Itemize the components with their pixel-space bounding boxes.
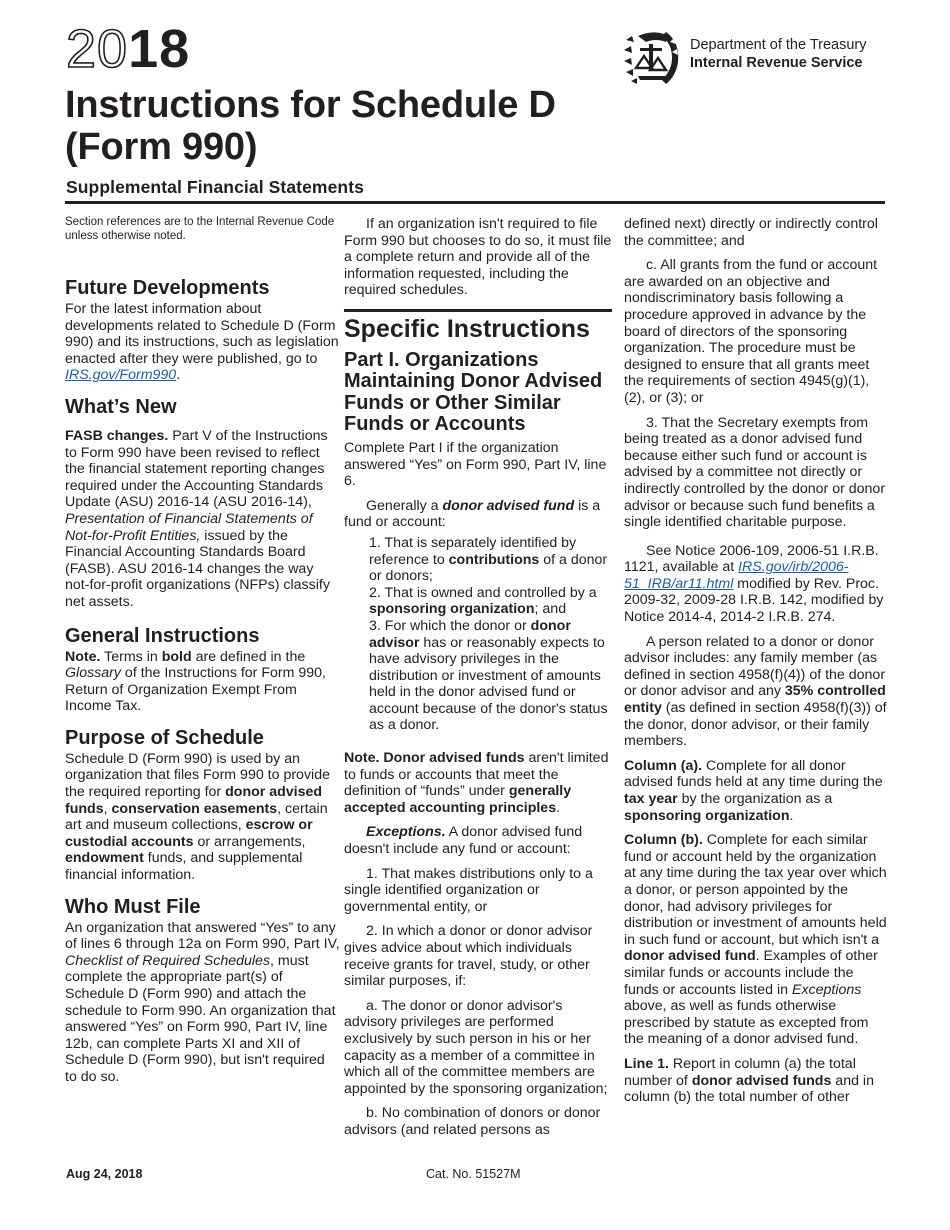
general-note-text: Note. Terms in bold are defined in the Glossary of the Instructions for Form 990, Return of Organization Exempt From Income Tax. [65,648,327,715]
exception-2c: c. All grants from the fund or account are awarded on an objective and nondiscriminatory basis following a procedure approved in advance by the board of directors of the sponsoring organization. The procedure must be designed to ensure that all grants meet the requirements of section 4945(g)(1), (2), or (3); or [624,257,878,406]
heading-who-must-file: Who Must File [65,895,201,918]
agency-block [622,28,867,86]
heading-general-instructions: General Instructions [65,624,260,647]
column-a-text: Column (a). Complete for all donor advised funds held at any time during the tax year by the organization as a sponsoring organization. [624,757,883,824]
exception-1: 1. That makes distributions only to a single identified organization or governmental entity, or [344,865,593,915]
daf-criteria-2: 2. That is owned and controlled by a sponsoring organization; and [369,584,597,618]
year-bold: 18 [128,19,191,79]
title-line-2: (Form 990) [65,126,258,168]
notice-text: See Notice 2006-109, 2006-51 I.R.B. 1121, available at IRS.gov/irb/2006-51_IRB/ar11.html modified by Rev. Proc. 2009-32, 2009-28 I.R.B. 142, modified by Notice 2014-4, 2014-2 I.R.B. 274. [624,542,884,626]
column-b-text: Column (b). Complete for each similar fund or account held by the organization at any time during the tax year over which a donor, or person appointed by the donor, had advisory privileges for distribution or investment of amounts held in such fund or account, but which isn't a donor advised fund. Examples of other similar funds or accounts include the funds or accounts listed in Exceptions above, as well as funds otherwise prescribed by statute as excepted from the meaning of a donor advised fund. [624,832,887,1048]
line-1-text: Line 1. Report in column (a) the total number of donor advised funds and in column (b) the total number of other [624,1055,874,1106]
exception-3: 3. That the Secretary exempts from being treated as a donor advised fund because either such fund or account is advised by a committee not directly or indirectly controlled by the donor or donor advisor or because such fund benefits a single identified charitable purpose. [624,414,886,531]
daf-criteria-1: 1. That is separately identified by reference to contributions of a donor or donors; [369,534,608,585]
footer-date: Aug 24, 2018 [66,1167,143,1181]
purpose-text: Schedule D (Form 990) is used by an organization that files Form 990 to provide the required reporting for donor advised funds, conservation easements, certain art and museum collections, escrow or custodial accounts or arrangements, endowment funds, and supplemental financial information. [65,750,330,884]
section-references-note: Section references are to the Internal Revenue Code unless otherwise noted. [65,216,335,242]
not-required-text: If an organization isn't required to file Form 990 but chooses to do so, it must file a complete return and provide all of the information requested, including the required schedules. [344,216,612,299]
fasb-changes-text: FASB changes. Part V of the Instructions to Form 990 have been revised to reflect the financial statement reporting changes required under the Accounting Standards Update (ASU) 2016-14 (ASU 2016-14), Presentation of Financial Statements of Not-for-Profit Entities, issued by the Financial Accounting Standards Board (FASB). ASU 2016-14 changes the way not-for-profit organizations (NFPs) classify net assets. [65,427,330,610]
exception-2a: a. The donor or donor advisor's advisory privileges are performed exclusively by such person in his or her capacity as a member of a committee in which all of the committee members are appointed by the sponsoring organization; [344,997,608,1097]
exception-2: 2. In which a donor or donor advisor gives advice about which individuals receive grants for travel, study, or other similar purposes, if: [344,923,593,990]
subtitle: Supplemental Financial Statements [66,177,364,197]
heading-purpose-of-schedule: Purpose of Schedule [65,726,264,749]
heading-future-developments: Future Developments [65,277,270,299]
daf-criteria-3: 3. For which the donor or donor advisor has or reasonably expects to have advisory privileges in the distribution or investment of amounts held in the donor advised fund or account because of the donor's status as a donor. [369,617,608,734]
exception-2b-continued: defined next) directly or indirectly control the committee; and [624,216,878,249]
heading-part-1: Part I. Organizations Maintaining Donor Advised Funds or Other Similar Funds or Accounts [344,348,603,436]
irs-irb-link[interactable]: IRS.gov/irb/2006-51_IRB/ar11.html [624,559,849,592]
complete-part1-text: Complete Part I if the organization answered “Yes” on Form 990, Part IV, line 6. [344,439,607,490]
agency-department: Department of the Treasury [690,37,867,53]
heading-specific-instructions: Specific Instructions [344,309,612,344]
page-title [65,84,556,168]
daf-note-text: Note. Donor advised funds aren't limited to funds or accounts that meet the definition of “funds” under generally accepted accounting principles. [344,750,609,816]
column-2 [344,216,612,1147]
future-developments-text: For the latest information about developments related to Schedule D (Form 990) and its instructions, such as legislation enacted after they were published, go to IRS.gov/Form990. [65,301,339,384]
irs-eagle-logo-icon [622,28,684,86]
agency-irs: Internal Revenue Service [690,55,863,71]
year [66,19,191,79]
related-person-text: A person related to a donor or donor advisor includes: any family member (as defined in section 4958(f)(4)) of the donor or donor advisor and any 35% controlled entity (as defined in section 4958(f)(3)) of the donor, donor advisor, or their family members. [624,633,887,750]
column-1 [65,216,340,1094]
title-line-1: Instructions for Schedule D [65,84,556,126]
generally-text: Generally a donor advised fund is a fund or account: [344,497,601,531]
header-divider [65,201,885,204]
irs-form990-link[interactable]: IRS.gov/Form990 [65,367,177,384]
exceptions-text: Exceptions. A donor advised fund doesn't include any fund or account: [344,824,583,858]
year-outline: 20 [66,19,129,79]
who-must-file-text: An organization that answered “Yes” to any of lines 6 through 12a on Form 990, Part IV, Checklist of Required Schedules, must complete the appropriate part(s) of Schedule D (Form 990) and attach the schedule to Form 990. An organization that answered “Yes” on Form 990, Part IV, line 12b, can complete Parts XI and XII of Schedule D (Form 990), but isn't required to do so. [65,919,340,1085]
exception-2b: b. No combination of donors or donor advisors (and related persons as [344,1105,601,1138]
column-3 [624,216,890,1114]
heading-whats-new: What’s New [65,395,177,418]
footer-cat-number: Cat. No. 51527M [426,1167,521,1181]
